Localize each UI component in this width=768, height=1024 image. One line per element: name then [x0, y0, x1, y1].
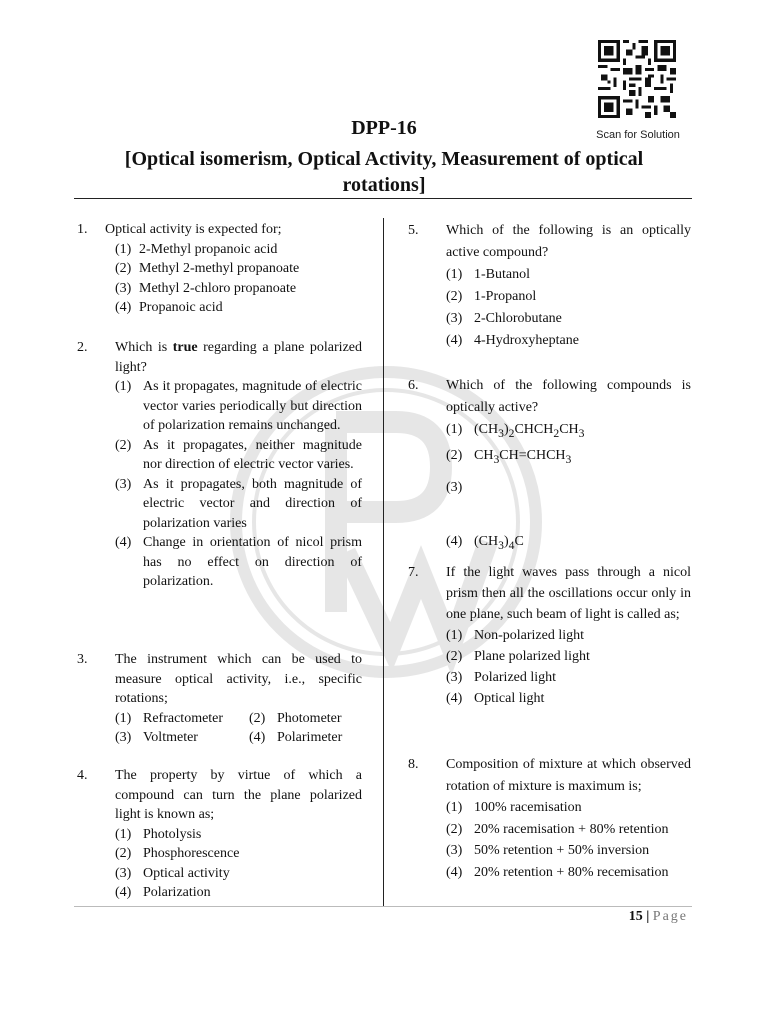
- option-4: [249, 728, 359, 748]
- question-number: 2.: [77, 340, 88, 355]
- option-number: (2): [249, 710, 266, 726]
- option-number: (1): [446, 628, 463, 643]
- option-number: (4): [446, 864, 463, 880]
- question-text: Composition of mixture at which observed rotation of mixture is maximum is;: [446, 757, 691, 794]
- option-text: Polarimeter: [277, 730, 343, 745]
- option-number: (3): [446, 843, 463, 858]
- option-text: 4-Hydroxyheptane: [474, 333, 579, 348]
- option-2: [249, 709, 359, 729]
- option-number: (3): [115, 730, 132, 745]
- option-text: Non-polarized light: [474, 628, 585, 643]
- option-text: 1-Butanol: [474, 267, 530, 282]
- question-number: 1.: [77, 222, 88, 237]
- question-2: [77, 338, 362, 592]
- option-number: (1): [115, 710, 132, 726]
- option-number: (1): [446, 267, 463, 282]
- page-number: 15: [628, 909, 643, 924]
- option-text: Methyl 2-methyl propanoate: [139, 261, 300, 276]
- question-6: [408, 375, 691, 556]
- option-number: (4): [446, 691, 463, 706]
- option-3: [446, 840, 691, 862]
- option-text: $(CH_3)_2CHCH_2CH_3$: [474, 422, 585, 440]
- option-3: [115, 475, 362, 534]
- question-text: The instrument which can be used to measure optical activity, i.e., specific rotations;: [115, 652, 362, 706]
- option-number: (2): [446, 821, 463, 837]
- question-4: [77, 766, 362, 903]
- option-1: [115, 377, 362, 436]
- question-text: Which of the following is an optically active compound?: [446, 223, 691, 260]
- option-number: (4): [446, 533, 463, 549]
- option-number: (1): [446, 800, 463, 815]
- question-number: 5.: [408, 223, 419, 238]
- option-text: $CH_3CH=CHCH_3$: [474, 447, 572, 466]
- option-number: (4): [115, 885, 132, 900]
- option-3: [115, 279, 362, 299]
- option-text: Polarization: [143, 885, 211, 900]
- option-number: (2): [115, 437, 132, 453]
- option-4: [446, 862, 691, 884]
- option-text: Plane polarized light: [474, 649, 590, 664]
- option-text: 20% racemisation + 80% retention: [474, 821, 669, 837]
- option-4: [446, 688, 691, 709]
- option-number: (3): [446, 311, 463, 326]
- option-text: As it propagates, neither magnitude nor direction of electric vector varies.: [143, 437, 362, 472]
- option-2: [446, 445, 691, 471]
- option-text: Phosphorescence: [143, 846, 240, 861]
- option-3: [115, 864, 362, 884]
- question-1: [77, 220, 362, 318]
- option-text: As it propagates, magnitude of electric vector varies periodically but direction of polarization remains unchanged.: [143, 379, 362, 433]
- options-grid: [115, 709, 362, 748]
- option-number: (2): [446, 289, 463, 304]
- option-number: (3): [446, 670, 463, 685]
- option-text: Photolysis: [143, 826, 202, 842]
- page-footer: [560, 909, 688, 925]
- option-3: [446, 308, 691, 330]
- option-text: 50% retention + 50% inversion: [474, 843, 650, 858]
- option-text: Propanoic acid: [139, 300, 223, 315]
- option-3: [446, 667, 691, 688]
- option-text: Optical activity: [143, 865, 230, 881]
- option-text: Refractometer: [143, 710, 224, 726]
- option-3: [446, 471, 691, 531]
- option-number: (3): [446, 479, 463, 495]
- column-divider: [383, 218, 384, 906]
- question-7: [408, 562, 691, 709]
- option-text: Change in orientation of nicol prism has no effect on direction of polarization.: [143, 535, 362, 589]
- option-number: (4): [115, 535, 132, 550]
- question-number: 8.: [408, 757, 419, 772]
- option-1: [446, 419, 691, 445]
- option-number: (4): [115, 300, 132, 315]
- footer-divider: [74, 906, 692, 907]
- option-text: Optical light: [474, 691, 545, 706]
- option-1: [446, 797, 691, 819]
- option-text: 100% racemisation: [474, 800, 582, 815]
- option-number: (2): [446, 447, 463, 463]
- option-text: Polarized light: [474, 670, 557, 685]
- question-number: 3.: [77, 652, 88, 667]
- option-4: [446, 330, 691, 352]
- option-3: [115, 728, 249, 748]
- question-number: 6.: [408, 378, 419, 393]
- option-number: (1): [446, 422, 463, 437]
- option-2: [446, 286, 691, 308]
- option-number: (4): [249, 730, 266, 745]
- page-label: Page: [652, 909, 688, 924]
- qr-caption: Scan for Solution: [596, 129, 680, 141]
- option-text: $(CH_3)_4C$: [474, 533, 524, 552]
- option-1: [446, 625, 691, 646]
- option-text: 2-Chlorobutane: [474, 311, 562, 326]
- header-divider: [74, 198, 692, 199]
- option-2: [446, 819, 691, 841]
- question-8: [408, 754, 691, 883]
- question-3: [77, 650, 362, 748]
- option-number: (4): [446, 333, 463, 348]
- option-2: [115, 259, 362, 279]
- option-text: Voltmeter: [143, 730, 198, 745]
- option-2: [446, 646, 691, 667]
- question-text: Which of the following compounds is optically active?: [446, 378, 691, 415]
- option-4: [446, 531, 691, 557]
- option-1: [115, 825, 362, 845]
- option-text: Photometer: [277, 710, 342, 726]
- option-number: (2): [115, 846, 132, 861]
- option-4: [115, 298, 362, 318]
- option-4: [115, 533, 362, 592]
- question-text: The property by virtue of which a compound can turn the plane polarized light is known as;: [115, 768, 362, 822]
- option-number: (2): [446, 649, 463, 664]
- option-1: [446, 264, 691, 286]
- option-number: (3): [115, 865, 132, 881]
- option-1: [115, 240, 362, 260]
- question-text: Which is true regarding a plane polarized light?: [115, 340, 362, 375]
- option-text: 2-Methyl propanoic acid: [139, 241, 278, 257]
- option-number: (1): [115, 826, 132, 842]
- question-text: Optical activity is expected for;: [105, 222, 282, 237]
- option-text: 1-Propanol: [474, 289, 537, 304]
- footer-separator: |: [646, 909, 650, 924]
- option-number: (3): [115, 280, 132, 296]
- page-subtitle: [Optical isomerism, Optical Activity, Measurement of optical rotations]: [124, 148, 644, 196]
- option-text: 20% retention + 80% recemisation: [474, 864, 669, 880]
- question-5: [408, 220, 691, 352]
- qr-code: [598, 40, 676, 118]
- option-1: [115, 709, 249, 729]
- option-number: (1): [115, 379, 132, 394]
- option-number: (1): [115, 241, 132, 257]
- question-number: 7.: [408, 565, 419, 580]
- question-text: If the light waves pass through a nicol prism then all the oscillations occur only in one plane, such beam of light is called as;: [446, 565, 691, 622]
- option-text: As it propagates, both magnitude of electric vector and direction of polarization varies: [143, 476, 362, 531]
- option-2: [115, 844, 362, 864]
- option-number: (2): [115, 261, 132, 276]
- question-number: 4.: [77, 768, 88, 783]
- option-4: [115, 883, 362, 903]
- option-number: (3): [115, 476, 132, 492]
- option-2: [115, 436, 362, 475]
- page-title: DPP-16: [351, 117, 417, 139]
- option-text: Methyl 2-chloro propanoate: [139, 280, 297, 296]
